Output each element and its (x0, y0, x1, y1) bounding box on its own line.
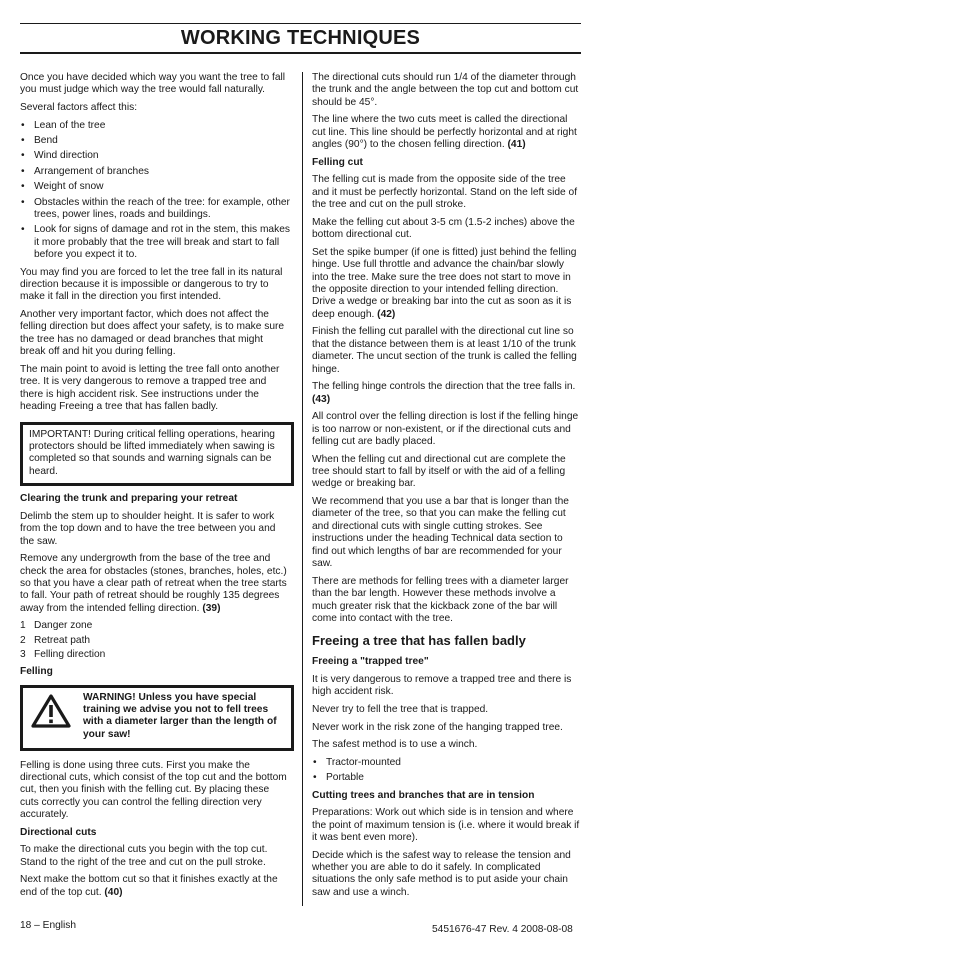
paragraph: Once you have decided which way you want the tree to fall you must judge which way the tree would fall naturally. (20, 72, 286, 96)
subheading-directional: Directional cuts (20, 826, 97, 838)
subheading-felling-cut: Felling cut (312, 156, 363, 168)
subheading-clearing: Clearing the trunk and preparing your retreat (20, 493, 238, 505)
paragraph: Finish the felling cut parallel with the directional cut line so that the distance between them is at least 1/10 of the trunk diameter. The uncut section of the trunk is called the felling hinge. (312, 326, 577, 375)
list-item: • Weight of snow (21, 181, 104, 193)
right-column (312, 72, 581, 904)
paragraph: All control over the felling direction is lost if the felling hinge is too narrow or non-existent, or if the directional cuts and felling cut are badly placed. (312, 411, 579, 448)
page-number: 18 – English (20, 920, 77, 931)
paragraph: Decide which is the safest way to release the tension and whether you are able to do it safely. In complicated situations the only safe method is to put aside your chain saw and use a winch. (312, 849, 571, 898)
paragraph: The directional cuts should run 1/4 of the diameter through the trunk and the angle between the top cut and bottom cut should be 45°. (312, 72, 579, 108)
winch-list (312, 757, 581, 785)
figure-ref: (40) (104, 886, 123, 898)
paragraph: Several factors affect this: (20, 102, 138, 113)
paragraph: Remove any undergrowth from the base of the tree and check the area for obstacles (stones, branches, holes, etc.) so that you have a clear path of retreat when the tree starts to fall. Your path of retreat should be roughly 135 degrees away from the intended felling direction. (39) (20, 553, 287, 614)
bullet-icon: • (21, 119, 25, 131)
paragraph: Never try to fell the tree that is trapped. (312, 703, 489, 715)
list-item: • Bend (21, 135, 58, 146)
list-item: • Lean of the tree (21, 119, 106, 131)
factors-list (20, 120, 290, 262)
list-item: • Tractor-mounted (313, 756, 401, 768)
section-title-freeing: Freeing a tree that has fallen badly (312, 633, 526, 649)
paragraph: You may find you are forced to let the tree fall in its natural direction because it is impossible or dangerous to try to make it fall in the direction you first intended. (20, 266, 283, 303)
figure-ref: (41) (507, 139, 526, 151)
list-item: • Look for signs of damage and rot in the stem, this makes it more probably that the tree will break and start to fall before you expect it to. (21, 224, 290, 261)
bullet-icon: • (21, 150, 25, 162)
document-id: 5451676-47 Rev. 4 2008-08-08 (432, 924, 573, 935)
bullet-icon: • (313, 756, 317, 768)
paragraph: It is very dangerous to remove a trapped tree and there is high accident risk. (312, 673, 572, 698)
paragraph: There are methods for felling trees with a diameter larger than the bar length. However these methods involve a much greater risk that the kickback zone of the bar will come into contact with the tree. (312, 575, 569, 624)
list-item: • Wind direction (21, 150, 99, 162)
paragraph: Delimb the stem up to shoulder height. It is safer to work from the top down and to have the tree between you and the saw. (20, 510, 276, 547)
paragraph: To make the directional cuts you begin with the top cut. Stand to the right of the tree and cut on the pull stroke. (20, 844, 268, 868)
paragraph: The felling hinge controls the direction that the tree falls in. (43) (312, 381, 576, 405)
paragraph: Another very important factor, which does not affect the felling direction but does affect your safety, is to make sure the tree has no damaged or dead branches that might break off and hit you during felling. (20, 309, 285, 358)
subheading-tension: Cutting trees and branches that are in tension (312, 789, 535, 801)
subheading-trapped: Freeing a "trapped tree" (312, 656, 429, 668)
warning-box (20, 685, 294, 751)
bullet-icon: • (313, 772, 317, 784)
paragraph: The safest method is to use a winch. (312, 739, 478, 751)
paragraph: We recommend that you use a bar that is longer than the diameter of the tree, so that you can make the felling cut and directional cuts with single cutting strokes. See instructions under the heading Technical data section to find out which lengths of bar are recommended for your saw. (312, 496, 569, 570)
bullet-icon: • (21, 181, 25, 193)
paragraph: Next make the bottom cut so that it finishes exactly at the end of the top cut. (40) (20, 874, 278, 898)
list-item: • Arrangement of branches (21, 165, 149, 177)
important-notice-text: IMPORTANT! During critical felling operations, hearing protectors should be lifted immediately when sawing is completed so that sounds and warning signals can be heard. (29, 428, 275, 477)
bullet-icon: • (21, 196, 25, 208)
paragraph: Felling is done using three cuts. First you make the directional cuts, which consist of the top cut and the bottom cut, then you finish with the felling cut. By placing these cuts correctly you can control the felling direction very accurately. (20, 759, 287, 821)
figure-ref: (43) (312, 393, 331, 405)
list-item: 3 Felling direction (20, 648, 106, 660)
warning-triangle-icon (31, 694, 71, 728)
figure-ref: (42) (377, 308, 396, 320)
warning-text: WARNING! Unless you have special training we advise you not to fell trees with a diameter larger than the length of your saw! (83, 691, 277, 740)
list-item: 2 Retreat path (20, 634, 91, 646)
list-item: 1 Danger zone (20, 620, 93, 632)
bullet-icon: • (21, 224, 25, 236)
paragraph: The felling cut is made from the opposite side of the tree and it must be perfectly horizontal. Stand on the left side of the tree and cut on the pull stroke. (312, 174, 578, 211)
header-rule-bottom (20, 52, 581, 54)
important-notice-box (20, 422, 294, 487)
retreat-list (20, 620, 290, 661)
list-item: • Obstacles within the reach of the tree: for example, other trees, power lines, roads and buildings. (21, 196, 290, 221)
paragraph: The line where the two cuts meet is called the directional cut line. This line should be perfectly horizontal and at right angles (90°) to the chosen felling direction. (41) (312, 114, 577, 151)
bullet-icon: • (21, 165, 25, 177)
paragraph: Make the felling cut about 3-5 cm (1.5-2 inches) above the bottom directional cut. (312, 216, 575, 241)
paragraph: The main point to avoid is letting the tree fall onto another tree. It is very dangerous to remove a trapped tree and there is high accident risk. See instructions under the heading Freeing a tree that has fallen badly. (20, 363, 280, 413)
subheading-felling: Felling (20, 666, 53, 678)
column-divider (302, 72, 303, 906)
paragraph: When the felling cut and directional cut are complete the tree should start to fall by itself or with the aid of a felling wedge or breaking bar. (312, 453, 566, 490)
paragraph: Preparations: Work out which side is in tension and where the point of maximum tension is (i.e. where it would break if it was bent even more). (312, 807, 580, 843)
bullet-icon: • (21, 135, 25, 146)
list-item: • Portable (313, 772, 364, 784)
figure-ref: (39) (202, 602, 221, 614)
header-rule-top (20, 23, 581, 24)
paragraph: Never work in the risk zone of the hanging trapped tree. (312, 721, 563, 733)
left-column (20, 72, 290, 904)
paragraph: Set the spike bumper (if one is fitted) just behind the felling hinge. Use full throttle and advance the chain/bar slowly into the tree. Make sure the tree does not start to move in the opposite direction to your intended felling direction. Drive a wedge or breaking bar into the cut as soon as it is deep enough. (42) (312, 246, 577, 320)
page-title: WORKING TECHNIQUES (180, 27, 421, 49)
